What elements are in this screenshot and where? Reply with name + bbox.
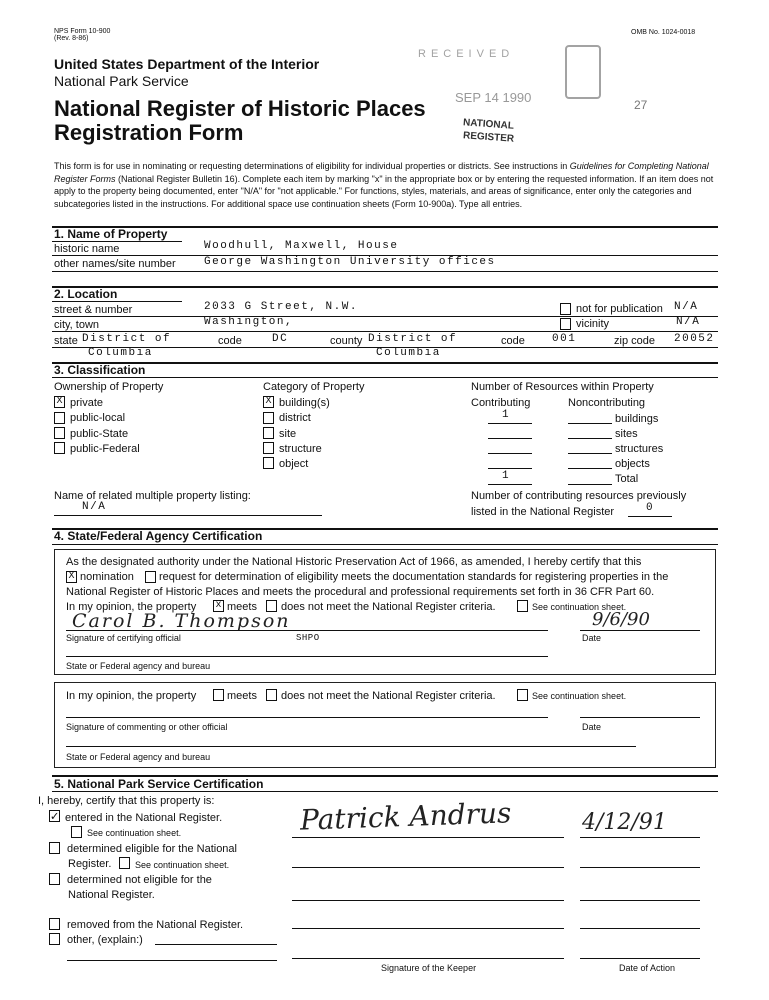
noncontributing-label: Noncontributing xyxy=(568,397,646,409)
category-object-checkbox[interactable] xyxy=(263,457,274,469)
county-value-line2[interactable]: Columbia xyxy=(376,347,441,359)
form-revision: (Rev. 8-86) xyxy=(54,35,89,42)
nomination-label: nomination xyxy=(80,571,134,583)
entered-label: entered in the National Register. xyxy=(65,812,223,824)
meets-label: meets xyxy=(227,601,257,613)
vicinity-value[interactable]: N/A xyxy=(676,316,701,328)
form-title-line2: Registration Form xyxy=(54,120,244,145)
section5-heading: 5. National Park Service Certification xyxy=(54,777,264,791)
ownership-public-federal-label: public-Federal xyxy=(70,443,140,455)
section4-heading: 4. State/Federal Agency Certification xyxy=(54,529,263,543)
category-structure-checkbox[interactable] xyxy=(263,442,274,454)
ownership-public-state-label: public-State xyxy=(70,428,129,440)
ownership-public-federal-checkbox[interactable] xyxy=(54,442,65,454)
category-district-checkbox[interactable] xyxy=(263,412,274,424)
related-listing-value[interactable]: N/A xyxy=(82,501,107,513)
stamp-number: 27 xyxy=(634,98,648,112)
meets-label-2: meets xyxy=(227,690,257,702)
form-title-line1: National Register of Historic Places xyxy=(54,96,426,121)
request-label: request for determination of eligibility meets the documentation standards for registering properties in the xyxy=(159,571,669,583)
ownership-public-local-checkbox[interactable] xyxy=(54,412,65,424)
contributing-label: Contributing xyxy=(471,397,531,409)
state-value-line2[interactable]: Columbia xyxy=(88,347,153,359)
resource-sites-label: sites xyxy=(615,428,638,440)
determined-eligible-checkbox[interactable] xyxy=(49,842,60,854)
resource-total-label: Total xyxy=(615,473,639,485)
zip-value[interactable]: 20052 xyxy=(674,333,715,345)
prev-listed-label-2: listed in the National Register xyxy=(471,506,615,518)
entered-checkbox[interactable]: ✓ xyxy=(50,809,59,824)
street-value[interactable]: 2033 G Street, N.W. xyxy=(204,301,358,313)
intro-paragraph: This form is for use in nominating or requesting determinations of eligibility for individual properties or districts. See instructions in Guidelines for Completing National Register Forms (National Register Bulletin 16). Complete each item by marking "x" in the appropriate box or by entering the requested information. If an item does not apply to the property being documented, enter "N/A" for "not applicable." For functions, styles, materials, and areas of significance, enter only the categories and subcategories listed in the instructions. For additional space use continuation sheets (Form 10-900a). Type all entries. xyxy=(54,161,714,209)
category-object-label: object xyxy=(279,458,309,470)
not-eligible-checkbox[interactable] xyxy=(49,873,60,885)
category-building-label: building(s) xyxy=(279,397,330,409)
ownership-private-label: private xyxy=(70,397,104,409)
commenting-date-label: Date xyxy=(582,722,602,732)
not-for-publication-value[interactable]: N/A xyxy=(674,301,699,313)
request-checkbox[interactable] xyxy=(145,571,156,583)
contributing-total-value[interactable]: 1 xyxy=(502,470,511,482)
category-label: Category of Property xyxy=(263,381,365,393)
county-code-value[interactable]: 001 xyxy=(552,333,577,345)
received-stamp: RECEIVED xyxy=(418,48,515,60)
determined-eligible-label-1: determined eligible for the National xyxy=(67,843,237,855)
county-value-line1[interactable]: District of xyxy=(368,333,458,345)
ownership-label: Ownership of Property xyxy=(54,381,164,393)
continuation-label-1: See continuation sheet. xyxy=(532,602,627,612)
category-site-label: site xyxy=(279,428,297,440)
agency-bureau-label-2: State or Federal agency and bureau xyxy=(66,752,211,762)
ownership-public-local-label: public-local xyxy=(70,412,126,424)
stamp-national: NATIONAL xyxy=(462,117,515,132)
not-for-publication-label: not for publication xyxy=(576,303,663,315)
prev-listed-label-1: Number of contributing resources previously xyxy=(471,490,687,502)
meets-checkbox-2[interactable] xyxy=(213,689,224,701)
street-label: street & number xyxy=(54,304,133,316)
omb-number: OMB No. 1024-0018 xyxy=(631,29,696,36)
action-date-value: 4/12/91 xyxy=(582,810,667,835)
ownership-private-checkbox[interactable]: X xyxy=(54,396,65,408)
removed-checkbox[interactable] xyxy=(49,918,60,930)
city-value[interactable]: Washington, xyxy=(204,316,294,328)
continuation-checkbox-a[interactable] xyxy=(71,826,82,838)
certifying-official-label: Signature of certifying official xyxy=(66,633,181,643)
resource-objects-label: objects xyxy=(615,458,650,470)
other-names-value[interactable]: George Washington University offices xyxy=(204,256,496,268)
continuation-checkbox-1[interactable] xyxy=(517,600,528,612)
category-structure-label: structure xyxy=(279,443,322,455)
other-checkbox[interactable] xyxy=(49,933,60,945)
form-number: NPS Form 10-900 xyxy=(54,28,111,35)
stamp-date: SEP 14 1990 xyxy=(455,90,532,105)
category-building-checkbox[interactable]: X xyxy=(263,396,274,408)
keeper-signature-label: Signature of the Keeper xyxy=(381,963,477,973)
resource-buildings-label: buildings xyxy=(615,413,659,425)
meets-checkbox[interactable]: x xyxy=(213,600,224,612)
county-label: county xyxy=(330,335,363,347)
stamp-register: REGISTER xyxy=(462,130,515,145)
continuation-label-2: See continuation sheet. xyxy=(532,691,627,701)
section3-heading: 3. Classification xyxy=(54,363,146,377)
does-not-meet-label-2: does not meet the National Register criteria. xyxy=(281,690,496,702)
continuation-label-a: See continuation sheet. xyxy=(87,828,182,838)
certifying-official-signature: Carol B. Thompson xyxy=(72,610,291,632)
not-eligible-label-2: National Register. xyxy=(68,889,155,901)
service-name: National Park Service xyxy=(54,73,189,89)
state-value-line1[interactable]: District of xyxy=(82,333,172,345)
state-label: state xyxy=(54,335,78,347)
cert-line-3: National Register of Historic Places and meets the procedural and professional requirements set forth in 36 CFR Part 60. xyxy=(66,586,655,598)
department-name: United States Department of the Interior xyxy=(54,56,320,72)
agency-bureau-label: State or Federal agency and bureau xyxy=(66,661,211,671)
continuation-label-b: See continuation sheet. xyxy=(135,860,230,870)
stamp-frame xyxy=(565,45,601,99)
related-listing-label: Name of related multiple property listing: xyxy=(54,490,251,502)
date-of-action-label: Date of Action xyxy=(619,963,676,973)
nomination-checkbox[interactable]: X xyxy=(66,571,77,583)
continuation-checkbox-2[interactable] xyxy=(517,689,528,701)
not-eligible-label-1: determined not eligible for the xyxy=(67,874,212,886)
certifying-official-title: SHPO xyxy=(296,633,320,643)
cert-line-1: As the designated authority under the National Historic Preservation Act of 1966, as amended, I hereby certify that this xyxy=(66,556,642,568)
nps-cert-intro: I, hereby, certify that this property is: xyxy=(38,795,215,807)
historic-name-label: historic name xyxy=(54,243,120,255)
city-label: city, town xyxy=(54,319,100,331)
opinion-prefix: In my opinion, the property xyxy=(66,601,197,613)
certifying-date-label: Date xyxy=(582,633,602,643)
historic-name-value[interactable]: Woodhull, Maxwell, House xyxy=(204,240,399,252)
state-code-value[interactable]: DC xyxy=(272,333,289,345)
vicinity-label: vicinity xyxy=(576,318,610,330)
certifying-date-value: 9/6/90 xyxy=(592,609,650,630)
other-label: other, (explain:) xyxy=(67,934,143,946)
determined-eligible-label-2: Register. xyxy=(68,858,112,870)
other-names-label: other names/site number xyxy=(54,258,176,270)
section1-heading: 1. Name of Property xyxy=(54,227,168,241)
vicinity-checkbox[interactable] xyxy=(560,318,571,330)
ownership-public-state-checkbox[interactable] xyxy=(54,427,65,439)
resource-structures-label: structures xyxy=(615,443,664,455)
resources-label: Number of Resources within Property xyxy=(471,381,654,393)
section2-heading: 2. Location xyxy=(54,287,118,301)
keeper-signature: Patrick Andrus xyxy=(299,796,512,837)
commenting-official-label: Signature of commenting or other official xyxy=(66,722,228,732)
does-not-meet-checkbox-2[interactable] xyxy=(266,689,277,701)
zip-label: zip code xyxy=(614,335,655,347)
category-district-label: district xyxy=(279,412,311,424)
county-code-label: code xyxy=(501,335,525,347)
continuation-checkbox-b[interactable] xyxy=(119,857,130,869)
not-for-publication-checkbox[interactable] xyxy=(560,303,571,315)
opinion2-prefix: In my opinion, the property xyxy=(66,690,197,702)
does-not-meet-label: does not meet the National Register criteria. xyxy=(281,601,496,613)
removed-label: removed from the National Register. xyxy=(67,919,244,931)
contributing-buildings-value[interactable]: 1 xyxy=(502,409,511,421)
category-site-checkbox[interactable] xyxy=(263,427,274,439)
state-code-label: code xyxy=(218,335,242,347)
prev-listed-value[interactable]: 0 xyxy=(646,502,655,514)
